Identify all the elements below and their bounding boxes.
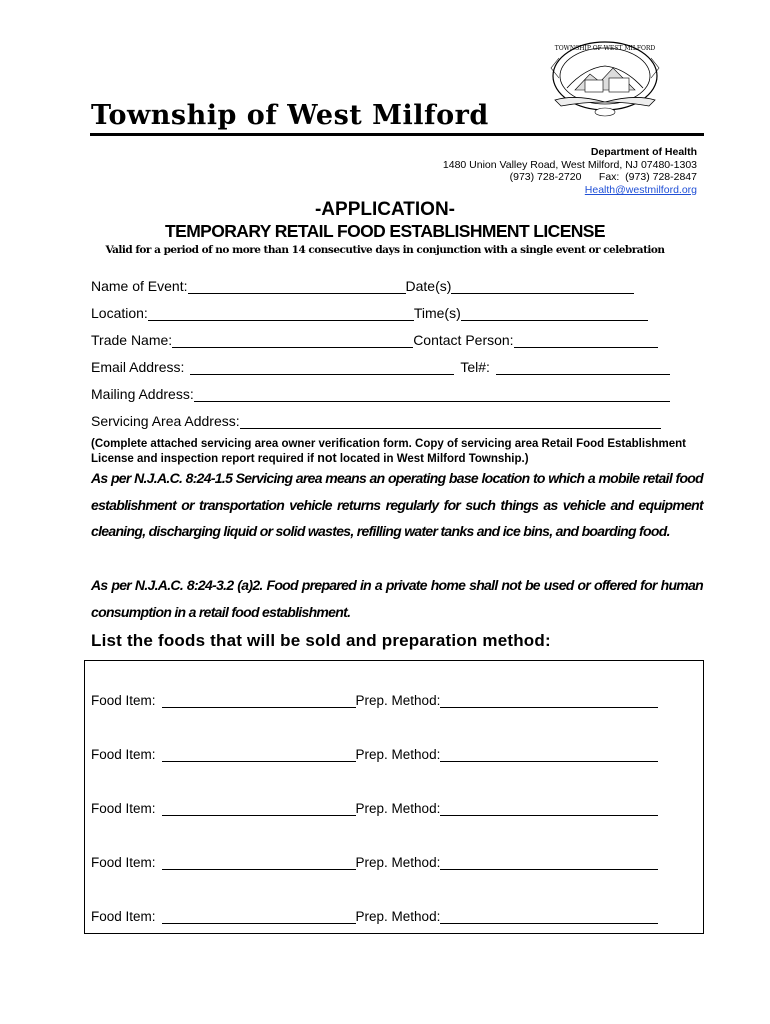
servicing-note-before: (Complete attached servicing area owner verification form. Copy of servicing area Retail Food Establishment License and inspection report required if (91, 438, 686, 465)
event-row (91, 276, 634, 294)
food-row (91, 744, 658, 762)
department-address: 1480 Union Valley Road, West Milford, NJ 07480-1303 (442, 159, 697, 171)
seal-text: TOWNSHIP OF WEST MILFORD (554, 45, 656, 52)
food-row (91, 690, 658, 708)
servicing-address-field[interactable] (240, 414, 661, 429)
servicing-note-emphasis: not (317, 451, 337, 465)
food-item-label: Food Item: (91, 909, 156, 924)
food-item-label: Food Item: (91, 747, 156, 762)
food-item-label: Food Item: (91, 801, 156, 816)
food-item-field[interactable] (162, 801, 356, 816)
times-label: Time(s) (413, 305, 461, 321)
license-title: TEMPORARY RETAIL FOOD ESTABLISHMENT LICENSE (165, 221, 605, 241)
prep-method-label: Prep. Method: (355, 747, 441, 762)
trade-row (91, 330, 658, 348)
location-row (91, 303, 648, 321)
times-field[interactable] (461, 306, 648, 321)
contact-person-label: Contact Person: (413, 332, 514, 348)
prep-method-label: Prep. Method: (355, 693, 441, 708)
food-item-field[interactable] (162, 693, 356, 708)
food-row (91, 906, 658, 924)
email-field[interactable] (190, 360, 454, 375)
application-title: -APPLICATION- (314, 199, 456, 220)
servicing-note (91, 437, 703, 466)
prep-method-field[interactable] (440, 855, 658, 870)
prep-method-field[interactable] (440, 909, 658, 924)
page-title: Township of West Milford (91, 100, 489, 131)
servicing-address-label: Servicing Area Address: (91, 413, 240, 429)
township-seal (545, 38, 665, 120)
food-item-field[interactable] (162, 909, 356, 924)
email-label: Email Address: (91, 359, 185, 375)
email-row (91, 357, 670, 375)
title-divider (90, 133, 704, 136)
servicing-row (91, 411, 661, 429)
regulation-private-home: As per N.J.A.C. 8:24-3.2 (a)2. Food prepared in a private home shall not be used or offered for human consumption in a retail food establishment. (91, 577, 703, 620)
prep-method-label: Prep. Method: (355, 801, 441, 816)
location-label: Location: (91, 305, 148, 321)
prep-method-field[interactable] (440, 801, 658, 816)
dates-label: Date(s) (405, 278, 452, 294)
location-field[interactable] (148, 306, 414, 321)
prep-method-label: Prep. Method: (355, 855, 441, 870)
food-item-label: Food Item: (91, 693, 156, 708)
department-name: Department of Health (590, 146, 697, 158)
mailing-address-field[interactable] (194, 387, 670, 402)
event-name-label: Name of Event: (91, 278, 188, 294)
regulation-servicing-area: As per N.J.A.C. 8:24-1.5 Servicing area means an operating base location to which a mobile retail food establishment or transportation vehicle returns regularly for such things as vehicle and equipment cleaning, discharging liquid or solid wastes, refilling water tanks and ice bins, and boarding food. (91, 470, 703, 539)
mailing-row (91, 384, 670, 402)
prep-method-label: Prep. Method: (355, 909, 441, 924)
department-phone-fax: (973) 728-2720 Fax: (973) 728-2847 (509, 171, 697, 183)
dates-field[interactable] (451, 279, 634, 294)
food-item-label: Food Item: (91, 855, 156, 870)
food-item-field[interactable] (162, 747, 356, 762)
mailing-address-label: Mailing Address: (91, 386, 194, 402)
tel-field[interactable] (496, 360, 670, 375)
contact-person-field[interactable] (514, 333, 658, 348)
tel-label: Tel#: (460, 359, 490, 375)
food-row (91, 798, 658, 816)
prep-method-field[interactable] (440, 693, 658, 708)
foods-heading: List the foods that will be sold and preparation method: (91, 631, 551, 650)
validity-note: Valid for a period of no more than 14 consecutive days in conjunction with a single event or celebration (105, 244, 665, 256)
food-item-field[interactable] (162, 855, 356, 870)
servicing-note-after: located in West Milford Township.) (336, 453, 529, 465)
trade-name-field[interactable] (172, 333, 413, 348)
trade-name-label: Trade Name: (91, 332, 173, 348)
department-email-link[interactable]: Health@westmilford.org (584, 184, 697, 196)
event-name-field[interactable] (188, 279, 406, 294)
prep-method-field[interactable] (440, 747, 658, 762)
food-row (91, 852, 658, 870)
